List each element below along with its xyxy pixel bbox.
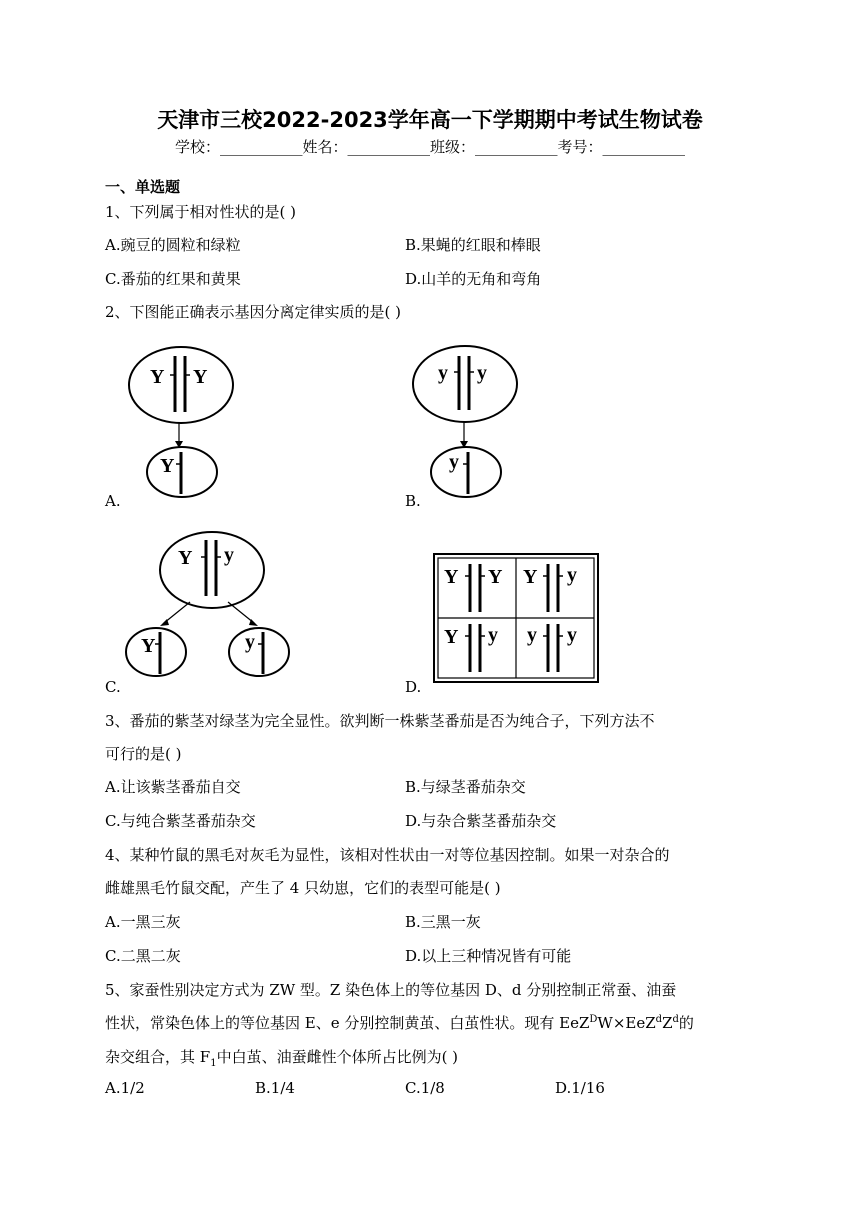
subscript: 1 [210, 1058, 217, 1069]
gene-label: y [438, 362, 448, 384]
q1-option-b: B.果蝇的红眼和棒眼 [405, 236, 541, 254]
q2-figure-d [432, 552, 602, 684]
gene-label: y [567, 624, 577, 646]
q5-option-a: A.1/2 [105, 1079, 145, 1097]
q1-option-c: C.番茄的红果和黄果 [105, 270, 241, 288]
student-info-line: 学校：___________姓名：___________班级：___________考号：___________ [174, 138, 685, 156]
q5-text: W×EeZ [597, 1014, 656, 1032]
gene-label: y [567, 564, 577, 586]
gene-label: y [245, 631, 255, 653]
gene-label: Y [150, 366, 165, 388]
gene-label: y [477, 362, 487, 384]
question-4-stem-line1: 4、某种竹鼠的黑毛对灰毛为显性，该相对性状由一对等位基因控制。如果一对杂合的 [105, 846, 670, 864]
superscript: d [672, 1014, 679, 1025]
gene-label: Y [160, 455, 175, 477]
q2-figure-b [410, 344, 530, 504]
q5-option-d: D.1/16 [555, 1079, 605, 1097]
gene-label: Y [178, 547, 193, 569]
superscript: d [655, 1014, 663, 1025]
superscript: D [589, 1014, 598, 1025]
question-5-stem-line3 [105, 1046, 458, 1069]
question-4-stem-line2: 雌雄黑毛竹鼠交配，产生了 4 只幼崽，它们的表型可能是( ) [105, 879, 501, 897]
q4-option-d: D.以上三种情况皆有可能 [405, 947, 572, 965]
q2-option-b: B. [405, 492, 421, 510]
q1-option-a: A.豌豆的圆粒和绿粒 [105, 236, 241, 254]
q5-text: 性状，常染色体上的等位基因 E、e 分别控制黄茧、白茧性状。现有 EeZ [105, 1014, 590, 1032]
gene-label: y [224, 544, 234, 566]
q3-option-a: A.让该紫茎番茄自交 [105, 778, 241, 796]
q4-option-a: A.一黑三灰 [105, 913, 181, 931]
q5-option-c: C.1/8 [405, 1079, 445, 1097]
q5-text: 中白茧、油蚕雌性个体所占比例为( ) [216, 1048, 459, 1066]
gene-label: Y [523, 566, 538, 588]
question-3-stem-line2: 可行的是( ) [105, 745, 182, 763]
section-heading: 一、单选题 [105, 178, 181, 196]
q2-figure-a [126, 344, 246, 504]
q2-figure-c [120, 528, 305, 693]
q3-option-d: D.与杂合紫茎番茄杂交 [405, 812, 557, 830]
gene-label: Y [141, 635, 156, 657]
q5-text: 的 [678, 1014, 694, 1032]
gene-label: y [449, 451, 459, 473]
q2-option-a: A. [105, 492, 121, 510]
question-1-stem: 1、下列属于相对性状的是( ) [105, 203, 297, 221]
question-5-stem-line2 [105, 1012, 694, 1033]
gene-label: Y [444, 566, 459, 588]
q3-option-b: B.与绿茎番茄杂交 [405, 778, 526, 796]
q2-option-d: D. [405, 678, 422, 696]
question-2-stem: 2、下图能正确表示基因分离定律实质的是( ) [105, 303, 402, 321]
question-3-stem-line1: 3、番茄的紫茎对绿茎为完全显性。欲判断一株紫茎番茄是否为纯合子，下列方法不 [105, 712, 655, 730]
page-title: 天津市三校2022-2023学年高一下学期期中考试生物试卷 [157, 108, 703, 132]
gene-label: y [488, 624, 498, 646]
question-5-stem-line1: 5、家蚕性别决定方式为 ZW 型。Z 染色体上的等位基因 D、d 分别控制正常蚕、油蚕 [105, 981, 677, 999]
q1-option-d: D.山羊的无角和弯角 [405, 270, 542, 288]
q5-text: Z [662, 1014, 673, 1032]
gene-label: y [527, 624, 537, 646]
gene-label: Y [193, 366, 208, 388]
gene-label: Y [444, 626, 459, 648]
q4-option-b: B.三黑一灰 [405, 913, 481, 931]
q5-text: 杂交组合，其 F [105, 1048, 211, 1066]
q5-option-b: B.1/4 [255, 1079, 295, 1097]
gene-label: Y [488, 566, 503, 588]
q4-option-c: C.二黑二灰 [105, 947, 181, 965]
q3-option-c: C.与纯合紫茎番茄杂交 [105, 812, 256, 830]
q2-option-c: C. [105, 678, 121, 696]
